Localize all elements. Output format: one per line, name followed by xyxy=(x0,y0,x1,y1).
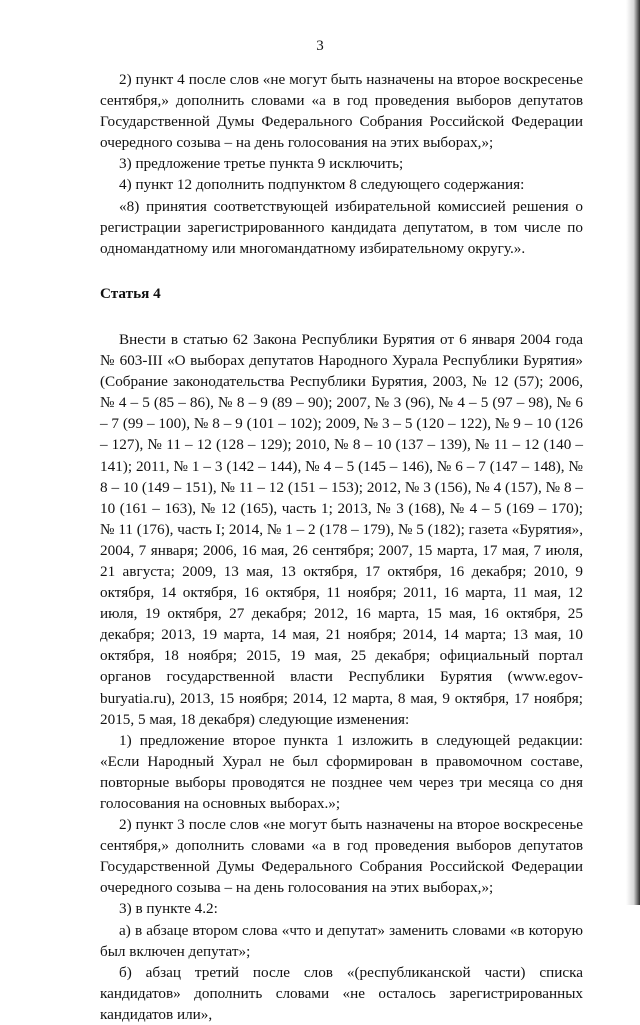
page-number: 3 xyxy=(316,38,324,54)
paragraph-amendment-3: 3) предложение третье пункта 9 исключить; xyxy=(119,155,404,173)
document-body xyxy=(100,69,583,1025)
paragraph-amendment-2: 2) пункт 4 после слов «не могут быть назначены на второе воскресенье сентября,» дополнить словами «а в год проведения выборов депутатов Государственной Думы Федерального Собрания Российской Федерации очередного созыва – на день голосования на этих выборах,»; xyxy=(100,71,583,152)
scan-edge-shadow xyxy=(626,0,640,905)
article-heading: Статья 4 xyxy=(100,284,161,302)
paragraph-change-2: 2) пункт 3 после слов «не могут быть назначены на второе воскресенье сентября,» дополнить словами «а в год проведения выборов депутатов Государственной Думы Федерального Собрания Российской Федерации очередного созыва – на день голосования на этих выборах,»; xyxy=(100,816,583,897)
paragraph-change-3a: а) в абзаце втором слова «что и депутат» заменить словами «в которую был включен депутат»; xyxy=(100,921,583,960)
paragraph-subpoint-8: «8) принятия соответствующей избирательной комиссией решения о регистрации зарегистрированного кандидата депутатом, в том числе по одномандатному или многомандатному избирательному округу.». xyxy=(100,197,583,257)
paragraph-change-1: 1) предложение второе пункта 1 изложить в следующей редакции: «Если Народный Хурал не был сформирован в правомочном составе, повторные выборы проводятся не позднее чем через три месяца со дня голосования на основных выборах.»; xyxy=(100,731,583,812)
paragraph-change-3: 3) в пункте 4.2: xyxy=(119,900,218,918)
paragraph-article-intro: Внести в статью 62 Закона Республики Бурятия от 6 января 2004 года № 603-III «О выборах депутатов Народного Хурала Республики Бурятия» (Собрание законодательства Республики Бурятия, 2003, № 12 (57); 2006, № 4 – 5 (85 – 86), № 8 – 9 (89 – 90); 2007, № 3 (96), № 4 – 5 (97 – 98), № 6 – 7 (99 – 100), № 8 – 9 (101 – 102); 2009, № 3 – 5 (120 – 122), № 9 – 10 (126 – 127), № 11 – 12 (128 – 129); 2010, № 8 – 10 (137 – 139), № 11 – 12 (140 – 141); 2011, № 1 – 3 (142 – 144), № 4 – 5 (145 – 146), № 6 – 7 (147 – 148), № 8 – 10 (149 – 151), № 11 – 12 (151 – 153); 2012, № 3 (156), № 4 (157), № 8 – 10 (161 – 163), № 12 (165), часть 1; 2013, № 3 (168), № 4 – 5 (169 – 170); № 11 (176), часть I; 2014, № 1 – 2 (178 – 179), № 5 (182); газета «Бурятия», 2004, 7 января; 2006, 16 мая, 26 сентября; 2007, 15 марта, 17 мая, 7 июля, 21 августа; 2009, 13 мая, 13 октября, 17 октября, 16 декабря; 2010, 9 октября, 14 октября, 16 октября, 11 ноября; 2011, 16 марта, 11 мая, 12 июля, 19 октября, 27 декабря; 2012, 16 марта, 15 мая, 16 октября, 25 декабря; 2013, 19 марта, 14 мая, 21 ноября; 2014, 14 марта; 13 мая, 10 октября, 18 ноября; 2015, 19 мая, 25 декабря; официальный портал органов государственной власти Республики Бурятия (www.egov-buryatia.ru), 2013, 15 ноября; 2014, 12 марта, 8 мая, 9 октября, 17 ноября; 2015, 5 мая, 18 декабря) следующие изменения: xyxy=(100,330,583,728)
paragraph-change-3b: б) абзац третий после слов «(республиканской части) списка кандидатов» дополнить словами «не осталось зарегистрированных кандидатов или», xyxy=(100,963,583,1023)
paragraph-amendment-4: 4) пункт 12 дополнить подпунктом 8 следующего содержания: xyxy=(119,176,525,194)
